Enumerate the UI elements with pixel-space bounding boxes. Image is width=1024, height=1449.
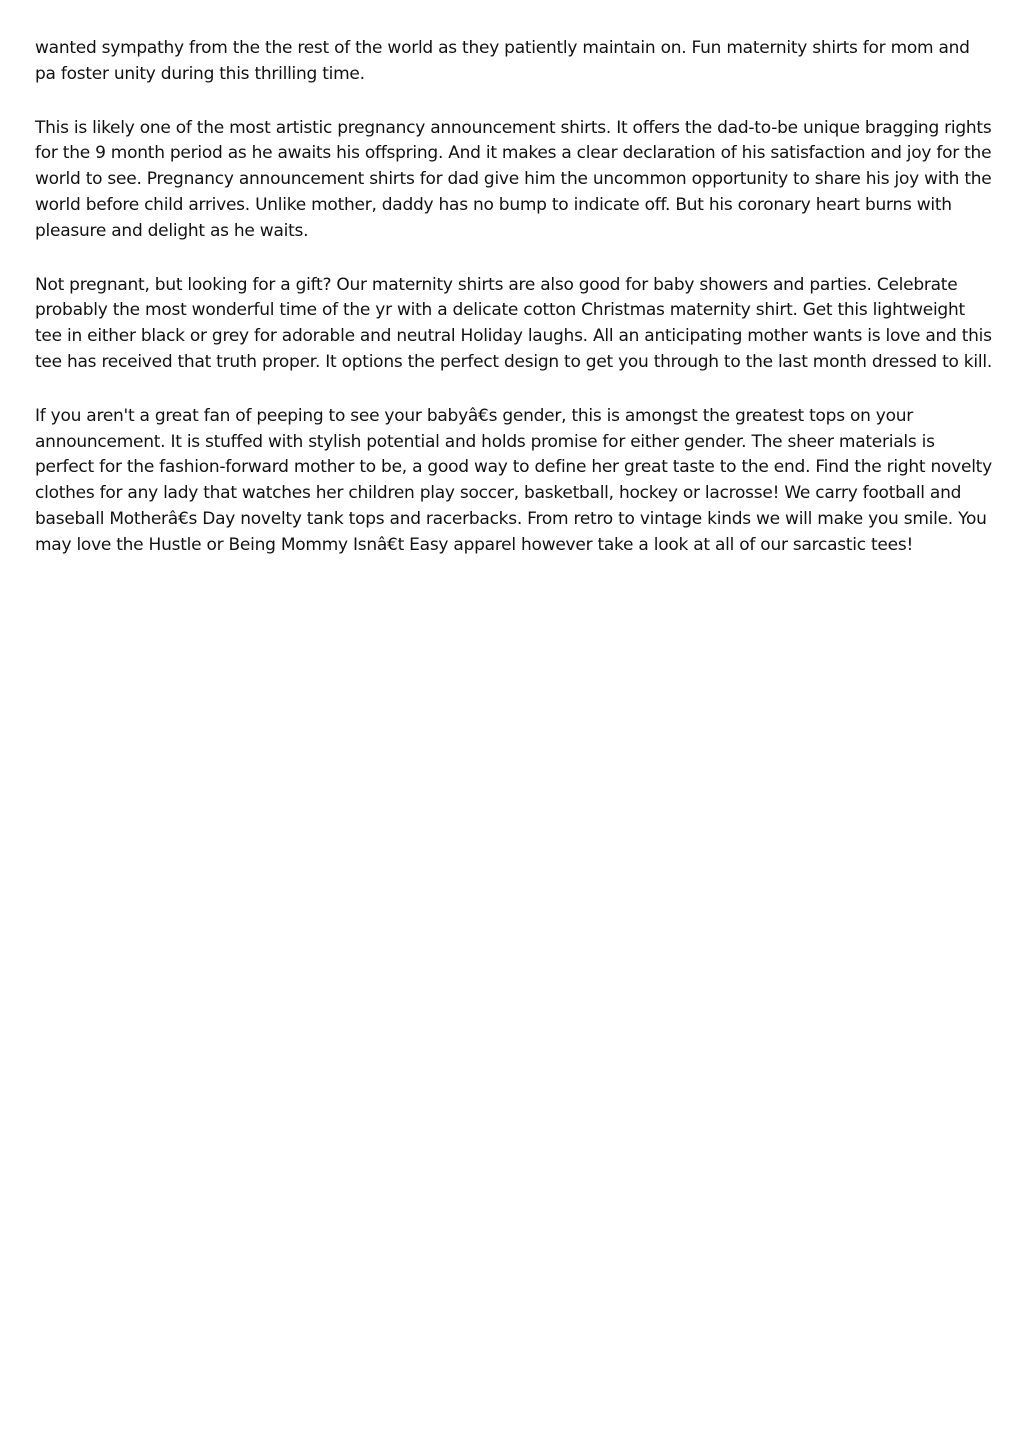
paragraph-3: Not pregnant, but looking for a gift? Our maternity shirts are also good for baby showers and parties. Celebrate probably the most wonderful time of the yr with a delicate cotton Christmas maternity shirt. Get this lightweight tee in either black or grey for adorable and neutral Holiday laughs. All an anticipating mother wants is love and this tee has received that truth proper. It options the perfect design to get you through to the last month dressed to kill. [35,274,992,372]
paragraph-1: wanted sympathy from the the rest of the world as they patiently maintain on. Fun maternity shirts for mom and pa foster unity during this thrilling time. [35,38,970,84]
paragraph-4: If you aren't a great fan of peeping to see your babyâ€s gender, this is amongst the greatest tops on your announcement. It is stuffed with stylish potential and holds promise for either gender. The sheer materials is perfect for the fashion-forward mother to be, a good way to define her great taste to the end. Find the right novelty clothes for any lady that watches her children play soccer, basketball, hockey or lacrosse! We carry football and baseball Motherâ€s Day novelty tank tops and racerbacks. From retro to vintage kinds we will make you smile. You may love the Hustle or Being Mommy Isnâ€t Easy apparel however take a look at all of our sarcastic tees! [35,405,992,555]
paragraph-2: This is likely one of the most artistic pregnancy announcement shirts. It offers the dad-to-be unique bragging rights for the 9 month period as he awaits his offspring. And it makes a clear declaration of his satisfaction and joy for the world to see. Pregnancy announcement shirts for dad give him the uncommon opportunity to share his joy with the world before child arrives. Unlike mother, daddy has no bump to indicate off. But his coronary heart burns with pleasure and delight as he waits. [35,117,992,241]
document-body [35,36,995,587]
